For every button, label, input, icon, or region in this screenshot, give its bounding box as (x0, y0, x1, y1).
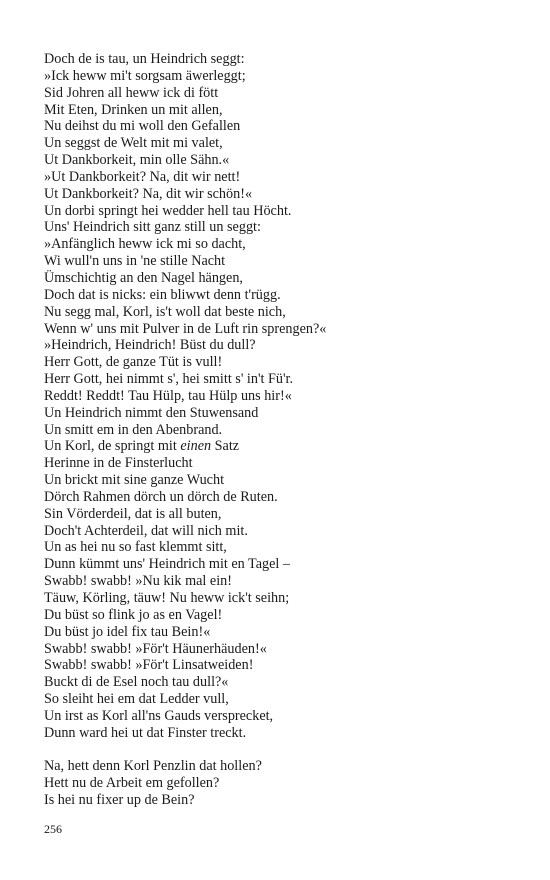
poem-text (44, 51, 514, 809)
poem-line: Wi wull'n uns in 'ne stille Nacht (44, 253, 226, 270)
poem-line: Un smitt em in den Abenbrand. (44, 421, 223, 438)
poem-line: Doch't Achterdeil, dat will nich mit. (44, 522, 248, 539)
poem-line: »Anfänglich heww ick mi so dacht, (44, 236, 246, 253)
poem-line: Ümschichtig an den Nagel hängen, (44, 269, 243, 286)
line-segment: Un Korl, de springt mit (44, 438, 181, 455)
poem-line: Swabb! swabb! »För't Häunerhäuden!« (44, 640, 267, 657)
stanza (44, 758, 514, 809)
poem-line: Is hei nu fixer up de Bein? (44, 792, 195, 809)
emphasized-word: einen (180, 438, 212, 455)
poem-line: Herr Gott, de ganze Tüt is vull! (44, 354, 223, 371)
poem-line: Un seggst de Welt mit mi valet, (44, 135, 223, 152)
poem-line: Nu deihst du mi woll den Gefallen (44, 118, 241, 135)
poem-line: Reddt! Reddt! Tau Hülp, tau Hülp uns hir!« (44, 387, 292, 404)
poem-line: Doch dat is nicks: ein bliwwt denn t'rügg. (44, 286, 281, 303)
poem-line: Doch de is tau, un Heindrich seggt: (44, 51, 245, 67)
poem-line: Un irst as Korl all'ns Gauds versprecket, (44, 707, 274, 724)
poem-line: Du büst jo idel fix tau Bein!« (44, 623, 211, 640)
poem-line: »Ut Dankborkeit? Na, dit wir nett! (44, 168, 241, 185)
poem-line: Ut Dankborkeit, min olle Sähn.« (44, 152, 230, 169)
poem-line: Hett nu de Arbeit em gefollen? (44, 775, 220, 792)
page-number: 256 (44, 822, 62, 836)
poem-line: So sleiht hei em dat Ledder vull, (44, 691, 229, 708)
poem-line: Herr Gott, hei nimmt s', hei smitt s' in't Fü'r. (44, 371, 294, 388)
poem-line: Un as hei nu so fast klemmt sitt, (44, 539, 227, 556)
line-segment: Satz (211, 438, 240, 455)
poem-line: Buckt di de Esel noch tau dull?« (44, 674, 229, 691)
poem-line: Du büst so flink jo as en Vagel! (44, 606, 223, 623)
stanza (44, 51, 514, 742)
poem-line: Täuw, Körling, täuw! Nu heww ick't seihn; (44, 590, 290, 606)
poem-line: Sid Johren all heww ick di fött (44, 84, 219, 101)
poem-line: Un dorbi springt hei wedder hell tau Höcht. (44, 202, 292, 219)
poem-line: Herinne in de Finsterlucht (44, 455, 193, 472)
poem-line: Sin Vörderdeil, dat is all buten, (44, 505, 222, 522)
poem-line: Wenn w' uns mit Pulver in de Luft rin sprengen?« (44, 320, 327, 337)
poem-line: »Heindrich, Heindrich! Büst du dull? (44, 337, 256, 354)
poem-line (44, 438, 514, 455)
poem-line: Ut Dankborkeit? Na, dit wir schön!« (44, 185, 253, 202)
poem-line: Dunn ward hei ut dat Finster treckt. (44, 724, 247, 741)
poem-line: Mit Eten, Drinken un mit allen, (44, 101, 223, 118)
poem-line: Dunn kümmt uns' Heindrich mit en Tagel – (44, 556, 291, 573)
poem-line: Nu segg mal, Korl, is't woll dat beste nich, (44, 303, 286, 320)
poem-line: Un brickt mit sine ganze Wucht (44, 472, 225, 489)
poem-line: Swabb! swabb! »För't Linsatweiden! (44, 657, 254, 674)
poem-line: Dörch Rahmen dörch un dörch de Ruten. (44, 488, 278, 505)
poem-line: Uns' Heindrich sitt ganz still un seggt: (44, 219, 261, 236)
poem-line: Swabb! swabb! »Nu kik mal ein! (44, 573, 232, 590)
poem-line: »Ick heww mi't sorgsam äwerleggt; (44, 67, 246, 84)
poem-line: Na, hett denn Korl Penzlin dat hollen? (44, 758, 262, 775)
poem-line: Un Heindrich nimmt den Stuwensand (44, 404, 259, 421)
